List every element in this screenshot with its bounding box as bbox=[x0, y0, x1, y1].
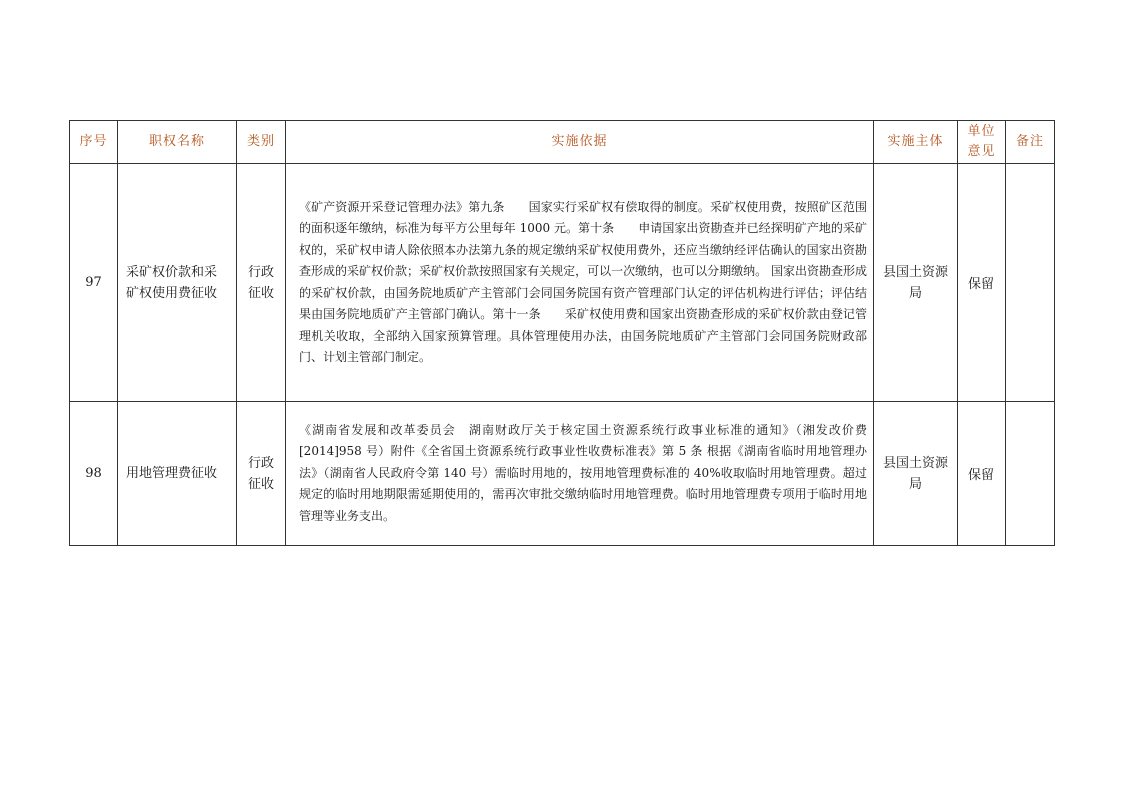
header-type: 类别 bbox=[237, 121, 286, 164]
header-basis: 实施依据 bbox=[286, 121, 874, 164]
header-opinion-label: 单位意见 bbox=[967, 124, 996, 159]
header-note: 备注 bbox=[1006, 121, 1055, 164]
cell-name bbox=[118, 402, 237, 546]
cell-body bbox=[874, 402, 958, 546]
cell-basis: 《湖南省发展和改革委员会 湖南财政厅关于核定国土资源系统行政事业标准的通知》（湘发改价费[2014]958 号）附件《全省国土资源系统行政事业性收费标准表》第 5 条 根据《湖南省临时用地管理办法》（湖南省人民政府令第 140 号）需临时用地的，按用地管理费标准的 40%收取临时用地管理费。超过规定的临时用地期限需延期使用的，需再次审批交缴纳临时用地管理费。临时用地管理费专项用于临时用地管理等业务支出。 bbox=[286, 402, 874, 546]
cell-seq: 98 bbox=[70, 402, 118, 546]
cell-name bbox=[118, 164, 237, 402]
cell-body-text: 县国土资源局 bbox=[882, 264, 948, 301]
cell-note bbox=[1006, 402, 1055, 546]
table-row bbox=[70, 164, 1055, 402]
cell-name-text: 用地管理费征收 bbox=[126, 466, 218, 481]
table-body bbox=[70, 164, 1055, 546]
cell-note bbox=[1006, 164, 1055, 402]
header-row bbox=[70, 121, 1055, 164]
cell-type bbox=[237, 402, 286, 546]
cell-type bbox=[237, 164, 286, 402]
header-opinion bbox=[958, 121, 1006, 164]
header-name: 职权名称 bbox=[118, 121, 237, 164]
cell-seq: 97 bbox=[70, 164, 118, 402]
table-header bbox=[70, 121, 1055, 164]
cell-type-text: 行政征收 bbox=[248, 455, 275, 492]
table-row bbox=[70, 402, 1055, 546]
cell-opinion: 保留 bbox=[958, 402, 1006, 546]
cell-body bbox=[874, 164, 958, 402]
cell-type-text: 行政征收 bbox=[248, 264, 275, 301]
cell-opinion: 保留 bbox=[958, 164, 1006, 402]
duty-table bbox=[69, 120, 1055, 546]
cell-basis: 《矿产资源开采登记管理办法》第九条 国家实行采矿权有偿取得的制度。采矿权使用费，按照矿区范围的面积逐年缴纳，标准为每平方公里每年 1000 元。第十条 申请国家出资勘查并已经探明矿产地的采矿权的，采矿权申请人除依照本办法第九条的规定缴纳采矿权使用费外，还应当缴纳经评估确认的国家出资勘查形成的采矿权价款；采矿权价款按照国家有关规定，可以一次缴纳，也可以分期缴纳。 国家出资勘查形成的采矿权价款，由国务院地质矿产主管部门会同国务院国有资产管理部门认定的评估机构进行评估；评估结果由国务院地质矿产主管部门确认。第十一条 采矿权使用费和国家出资勘查形成的采矿权价款由登记管理机关收取，全部纳入国家预算管理。具体管理使用办法，由国务院地质矿产主管部门会同国务院财政部门、计划主管部门制定。 bbox=[286, 164, 874, 402]
header-body: 实施主体 bbox=[874, 121, 958, 164]
header-seq: 序号 bbox=[70, 121, 118, 164]
cell-body-text: 县国土资源局 bbox=[882, 455, 948, 492]
cell-name-text: 采矿权价款和采矿权使用费征收 bbox=[126, 264, 218, 301]
